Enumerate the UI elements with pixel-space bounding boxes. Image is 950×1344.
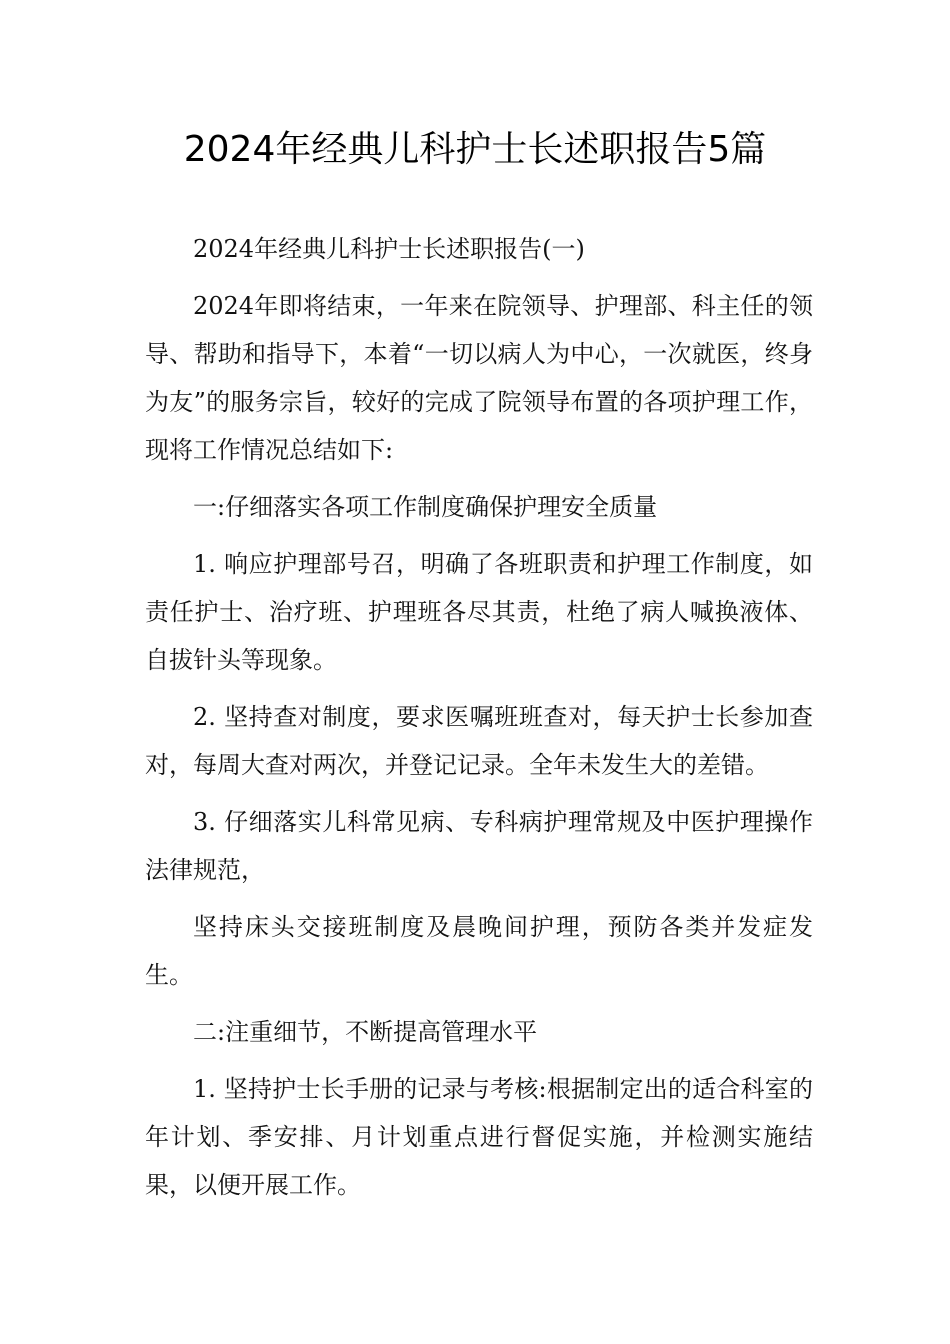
list-item-1-2: 2. 坚持查对制度，要求医嘱班班查对，每天护士长参加查对，每周大查对两次，并登记记录。全年未发生大的差错。 [145, 703, 813, 779]
list-item-1-3-continued: 坚持床头交接班制度及晨晚间护理，预防各类并发症发生。 [145, 913, 813, 989]
section-heading-2: 二:注重细节，不断提高管理水平 [193, 1018, 538, 1046]
intro-paragraph: 2024年即将结束，一年来在院领导、护理部、科主任的领导、帮助和指导下，本着“一切以病人为中心，一次就医，终身为友”的服务宗旨，较好的完成了院领导布置的各项护理工作，现将工作情况总结如下: [145, 292, 813, 464]
section-heading-report-1: 2024年经典儿科护士长述职报告(一) [193, 235, 585, 263]
document-body [145, 225, 813, 1218]
section-heading-1: 一:仔细落实各项工作制度确保护理安全质量 [193, 493, 658, 521]
list-item-1-1: 1. 响应护理部号召，明确了各班职责和护理工作制度，如责任护士、治疗班、护理班各尽其责，杜绝了病人喊换液体、自拔针头等现象。 [145, 550, 813, 674]
list-item-1-3: 3. 仔细落实儿科常见病、专科病护理常规及中医护理操作法律规范， [145, 808, 813, 884]
list-item-2-1: 1. 坚持护士长手册的记录与考核:根据制定出的适合科室的年计划、季安排、月计划重点进行督促实施，并检测实施结果，以便开展工作。 [145, 1075, 813, 1199]
document-title: 2024年经典儿科护士长述职报告5篇 [183, 129, 767, 170]
